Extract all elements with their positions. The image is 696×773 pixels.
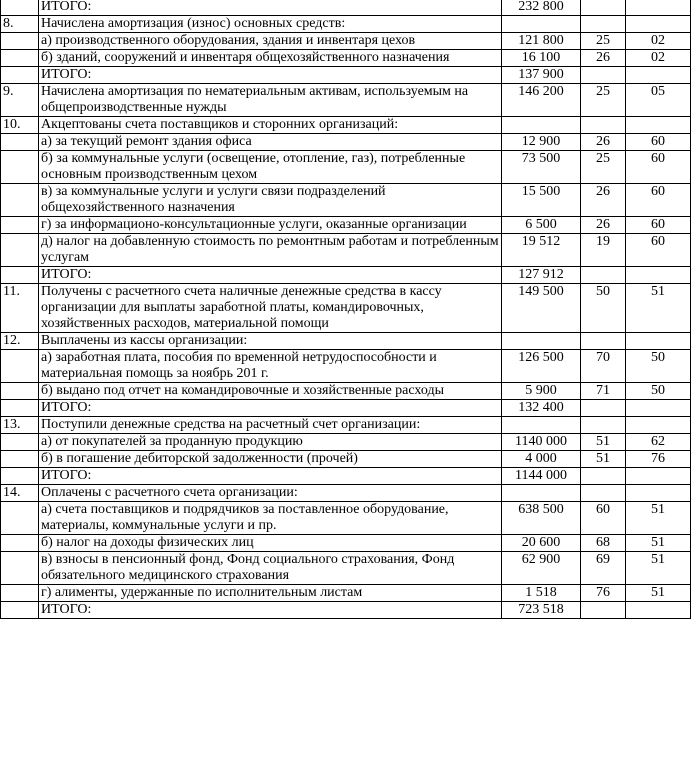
row-number xyxy=(1,151,39,184)
row-number xyxy=(1,383,39,400)
row-debit-account xyxy=(581,485,626,502)
table-row xyxy=(1,267,691,284)
row-number: 11. xyxy=(1,284,39,333)
table-row xyxy=(1,400,691,417)
row-number xyxy=(1,602,39,619)
row-number xyxy=(1,400,39,417)
row-number: 13. xyxy=(1,417,39,434)
table-row xyxy=(1,284,691,333)
row-amount: 723 518 xyxy=(502,602,581,619)
row-amount: 62 900 xyxy=(502,552,581,585)
row-description: Получены с расчетного счета наличные денежные средства в кассу организации для выплаты заработной платы, командировочных, хозяйственных расходов, материальной помощи xyxy=(39,284,502,333)
row-description: а) счета поставщиков и подрядчиков за поставленное оборудование, материалы, коммунальные услуги и пр. xyxy=(39,502,502,535)
table-row xyxy=(1,16,691,33)
row-amount: 121 800 xyxy=(502,33,581,50)
row-amount: 4 000 xyxy=(502,451,581,468)
row-amount: 638 500 xyxy=(502,502,581,535)
row-amount: 232 800 xyxy=(502,0,581,16)
row-debit-account xyxy=(581,602,626,619)
row-number: 12. xyxy=(1,333,39,350)
row-credit-account xyxy=(626,468,691,485)
row-description: б) за коммунальные услуги (освещение, отопление, газ), потребленные основным производственным цехом xyxy=(39,151,502,184)
row-credit-account: 02 xyxy=(626,50,691,67)
row-amount xyxy=(502,117,581,134)
row-debit-account: 51 xyxy=(581,434,626,451)
row-debit-account: 60 xyxy=(581,502,626,535)
table-row xyxy=(1,350,691,383)
row-description: в) взносы в пенсионный фонд, Фонд социального страхования, Фонд обязательного медицинского страхования xyxy=(39,552,502,585)
row-debit-account: 26 xyxy=(581,50,626,67)
table-row xyxy=(1,33,691,50)
row-amount: 5 900 xyxy=(502,383,581,400)
row-description: а) от покупателей за проданную продукцию xyxy=(39,434,502,451)
row-amount: 126 500 xyxy=(502,350,581,383)
row-credit-account: 60 xyxy=(626,151,691,184)
table-row xyxy=(1,151,691,184)
row-description: ИТОГО: xyxy=(39,67,502,84)
row-debit-account: 51 xyxy=(581,451,626,468)
row-description: а) за текущий ремонт здания офиса xyxy=(39,134,502,151)
row-debit-account xyxy=(581,333,626,350)
row-credit-account xyxy=(626,400,691,417)
row-debit-account: 50 xyxy=(581,284,626,333)
row-number xyxy=(1,535,39,552)
table-row xyxy=(1,117,691,134)
row-amount xyxy=(502,417,581,434)
row-description: Оплачены с расчетного счета организации: xyxy=(39,485,502,502)
row-number xyxy=(1,234,39,267)
table-row xyxy=(1,451,691,468)
table-row xyxy=(1,0,691,16)
row-credit-account: 51 xyxy=(626,552,691,585)
row-debit-account xyxy=(581,267,626,284)
row-number xyxy=(1,217,39,234)
table-row xyxy=(1,217,691,234)
row-amount: 16 100 xyxy=(502,50,581,67)
row-credit-account xyxy=(626,417,691,434)
row-amount: 132 400 xyxy=(502,400,581,417)
row-credit-account: 50 xyxy=(626,350,691,383)
row-number xyxy=(1,552,39,585)
row-number xyxy=(1,267,39,284)
row-description: ИТОГО: xyxy=(39,0,502,16)
row-description: в) за коммунальные услуги и услуги связи подразделений общехозяйственного назначения xyxy=(39,184,502,217)
row-credit-account xyxy=(626,16,691,33)
row-number xyxy=(1,434,39,451)
row-amount: 149 500 xyxy=(502,284,581,333)
row-description: б) зданий, сооружений и инвентаря общехозяйственного назначения xyxy=(39,50,502,67)
row-credit-account: 05 xyxy=(626,84,691,117)
row-debit-account xyxy=(581,400,626,417)
row-description: б) налог на доходы физических лиц xyxy=(39,535,502,552)
row-description: а) заработная плата, пособия по временной нетрудоспособности и материальная помощь за ноябрь 201 г. xyxy=(39,350,502,383)
row-credit-account: 51 xyxy=(626,585,691,602)
row-description: Акцептованы счета поставщиков и сторонних организаций: xyxy=(39,117,502,134)
row-debit-account xyxy=(581,468,626,485)
row-debit-account: 25 xyxy=(581,33,626,50)
row-credit-account: 76 xyxy=(626,451,691,468)
row-credit-account: 60 xyxy=(626,134,691,151)
row-credit-account xyxy=(626,333,691,350)
row-debit-account: 71 xyxy=(581,383,626,400)
table-row xyxy=(1,383,691,400)
row-debit-account: 19 xyxy=(581,234,626,267)
row-number: 9. xyxy=(1,84,39,117)
row-debit-account xyxy=(581,0,626,16)
row-debit-account: 26 xyxy=(581,184,626,217)
row-number xyxy=(1,502,39,535)
ledger-body xyxy=(1,0,691,619)
row-debit-account: 26 xyxy=(581,134,626,151)
row-amount: 6 500 xyxy=(502,217,581,234)
row-description: ИТОГО: xyxy=(39,400,502,417)
row-debit-account: 70 xyxy=(581,350,626,383)
row-description: г) за информационо-консультационные услуги, оказанные организации xyxy=(39,217,502,234)
table-row xyxy=(1,434,691,451)
table-row xyxy=(1,535,691,552)
row-debit-account xyxy=(581,16,626,33)
table-row xyxy=(1,50,691,67)
row-debit-account xyxy=(581,417,626,434)
row-debit-account: 76 xyxy=(581,585,626,602)
row-number: 8. xyxy=(1,16,39,33)
row-credit-account: 60 xyxy=(626,234,691,267)
row-credit-account: 51 xyxy=(626,284,691,333)
table-row xyxy=(1,552,691,585)
row-amount: 1144 000 xyxy=(502,468,581,485)
table-row xyxy=(1,333,691,350)
row-debit-account: 68 xyxy=(581,535,626,552)
row-debit-account: 25 xyxy=(581,84,626,117)
row-credit-account: 51 xyxy=(626,502,691,535)
row-credit-account xyxy=(626,0,691,16)
row-amount: 1 518 xyxy=(502,585,581,602)
row-debit-account xyxy=(581,117,626,134)
row-credit-account: 60 xyxy=(626,217,691,234)
row-debit-account: 25 xyxy=(581,151,626,184)
row-number xyxy=(1,33,39,50)
row-amount xyxy=(502,333,581,350)
row-description: Начислена амортизация (износ) основных средств: xyxy=(39,16,502,33)
row-number: 10. xyxy=(1,117,39,134)
row-number: 14. xyxy=(1,485,39,502)
row-number xyxy=(1,350,39,383)
row-description: Поступили денежные средства на расчетный счет организации: xyxy=(39,417,502,434)
row-credit-account xyxy=(626,117,691,134)
table-row xyxy=(1,585,691,602)
row-credit-account: 02 xyxy=(626,33,691,50)
row-credit-account xyxy=(626,602,691,619)
table-row xyxy=(1,184,691,217)
row-description: б) выдано под отчет на командировочные и хозяйственные расходы xyxy=(39,383,502,400)
row-credit-account: 60 xyxy=(626,184,691,217)
table-row xyxy=(1,84,691,117)
row-credit-account: 62 xyxy=(626,434,691,451)
row-credit-account xyxy=(626,485,691,502)
row-amount xyxy=(502,485,581,502)
row-description: б) в погашение дебиторской задолженности (прочей) xyxy=(39,451,502,468)
row-credit-account: 50 xyxy=(626,383,691,400)
row-amount: 12 900 xyxy=(502,134,581,151)
row-amount: 15 500 xyxy=(502,184,581,217)
row-amount: 146 200 xyxy=(502,84,581,117)
row-amount xyxy=(502,16,581,33)
row-description: д) налог на добавленную стоимость по ремонтным работам и потребленным услугам xyxy=(39,234,502,267)
table-row xyxy=(1,134,691,151)
table-row xyxy=(1,67,691,84)
row-amount: 19 512 xyxy=(502,234,581,267)
row-credit-account: 51 xyxy=(626,535,691,552)
row-number xyxy=(1,134,39,151)
row-number xyxy=(1,50,39,67)
row-debit-account xyxy=(581,67,626,84)
table-row xyxy=(1,468,691,485)
table-row xyxy=(1,602,691,619)
table-row xyxy=(1,417,691,434)
table-row xyxy=(1,485,691,502)
row-description: Выплачены из кассы организации: xyxy=(39,333,502,350)
row-number xyxy=(1,67,39,84)
row-debit-account: 69 xyxy=(581,552,626,585)
row-amount: 20 600 xyxy=(502,535,581,552)
row-credit-account xyxy=(626,67,691,84)
table-row xyxy=(1,234,691,267)
table-row xyxy=(1,502,691,535)
row-description: ИТОГО: xyxy=(39,468,502,485)
row-description: Начислена амортизация по нематериальным активам, используемым на общепроизводственные нужды xyxy=(39,84,502,117)
row-number xyxy=(1,0,39,16)
row-amount: 137 900 xyxy=(502,67,581,84)
row-credit-account xyxy=(626,267,691,284)
row-description: ИТОГО: xyxy=(39,602,502,619)
row-number xyxy=(1,468,39,485)
row-amount: 73 500 xyxy=(502,151,581,184)
row-debit-account: 26 xyxy=(581,217,626,234)
row-number xyxy=(1,451,39,468)
row-amount: 127 912 xyxy=(502,267,581,284)
row-number xyxy=(1,585,39,602)
row-description: а) производственного оборудования, здания и инвентаря цехов xyxy=(39,33,502,50)
row-description: ИТОГО: xyxy=(39,267,502,284)
row-description: г) алименты, удержанные по исполнительным листам xyxy=(39,585,502,602)
row-number xyxy=(1,184,39,217)
row-amount: 1140 000 xyxy=(502,434,581,451)
